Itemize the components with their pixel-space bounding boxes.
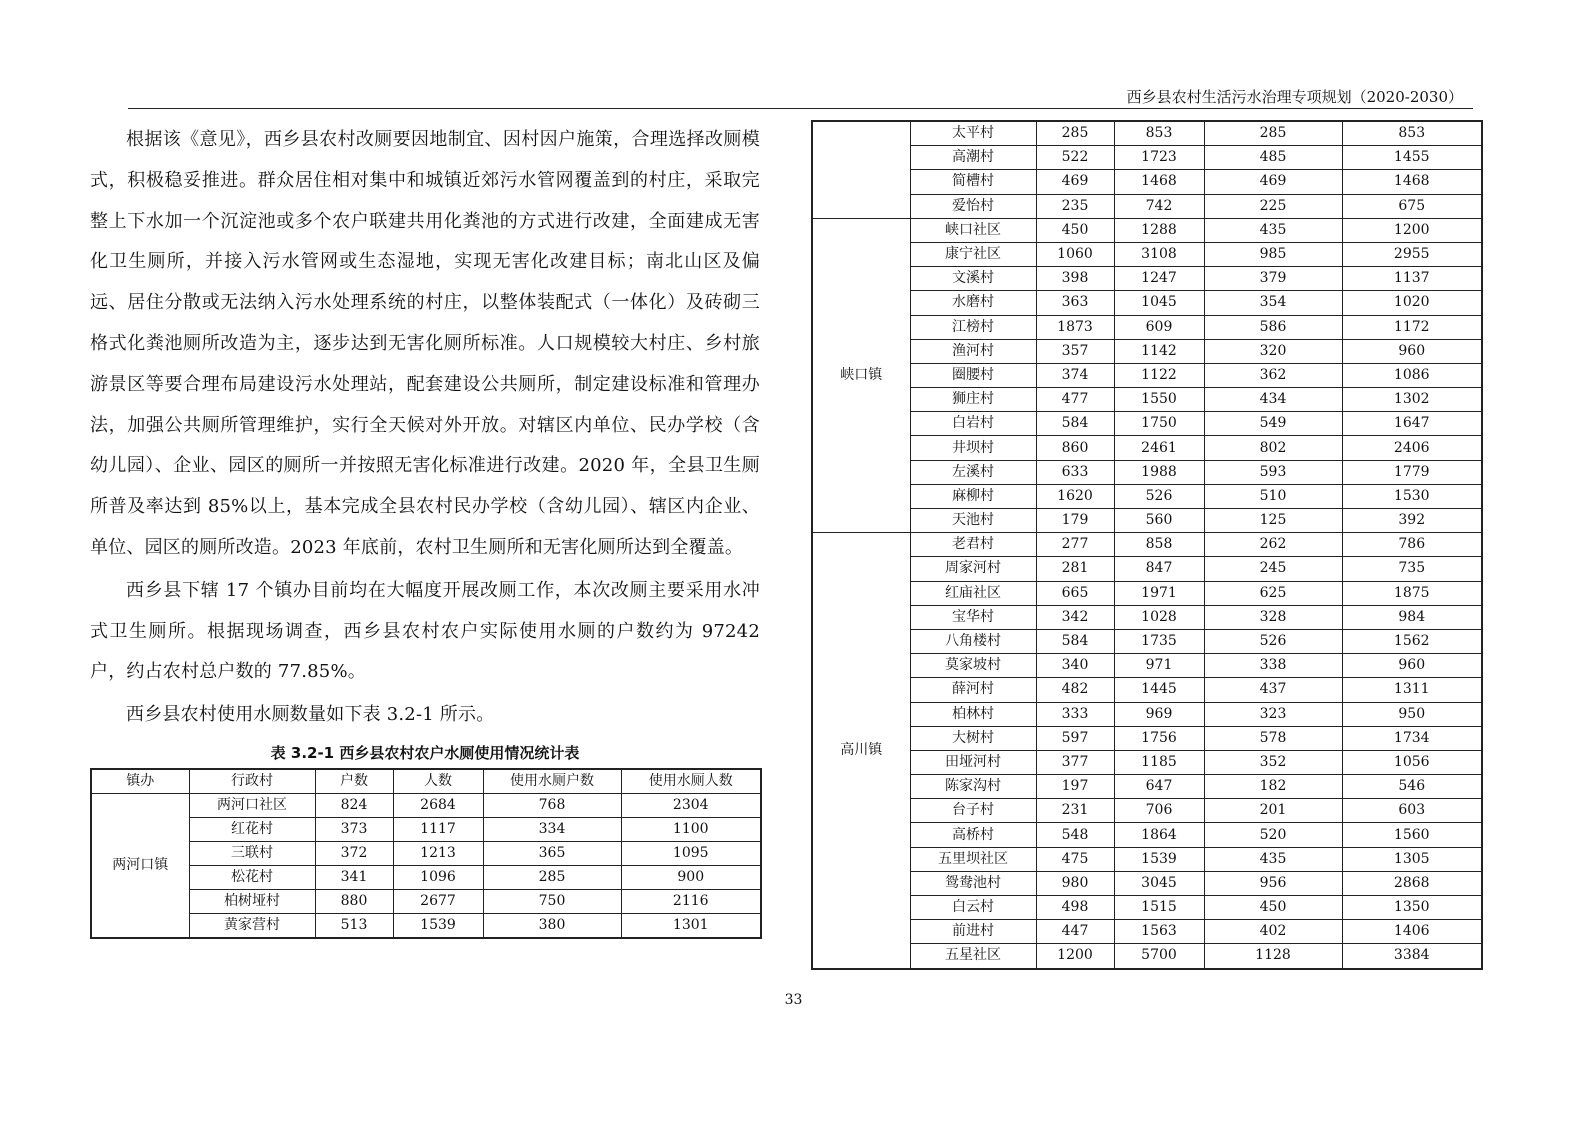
value-cell: 522 bbox=[1036, 146, 1114, 170]
value-cell: 377 bbox=[1036, 750, 1114, 774]
value-cell: 786 bbox=[1342, 533, 1482, 557]
value-cell: 1247 bbox=[1114, 267, 1204, 291]
value-cell: 2684 bbox=[393, 793, 483, 817]
value-cell: 1350 bbox=[1342, 896, 1482, 920]
value-cell: 197 bbox=[1036, 775, 1114, 799]
table-row bbox=[812, 267, 1482, 291]
table-row bbox=[812, 194, 1482, 218]
running-header: 西乡县农村生活污水治理专项规划（2020-2030） bbox=[1126, 88, 1463, 106]
value-cell: 633 bbox=[1036, 460, 1114, 484]
value-cell: 1200 bbox=[1342, 218, 1482, 242]
village-cell: 鸳鸯池村 bbox=[910, 871, 1036, 895]
right-column bbox=[811, 120, 1483, 970]
table-caption: 表 3.2-1 西乡县农村农户水厕使用情况统计表 bbox=[270, 743, 580, 762]
value-cell: 435 bbox=[1204, 218, 1342, 242]
value-cell: 1028 bbox=[1114, 605, 1204, 629]
value-cell: 469 bbox=[1204, 170, 1342, 194]
value-cell: 1045 bbox=[1114, 291, 1204, 315]
value-cell: 548 bbox=[1036, 823, 1114, 847]
table-row bbox=[91, 817, 761, 841]
left-column bbox=[90, 120, 760, 939]
value-cell: 2677 bbox=[393, 889, 483, 913]
value-cell: 402 bbox=[1204, 920, 1342, 944]
value-cell: 333 bbox=[1036, 702, 1114, 726]
value-cell: 1122 bbox=[1114, 363, 1204, 387]
table-row bbox=[812, 315, 1482, 339]
page-number: 33 bbox=[784, 992, 803, 1008]
value-cell: 285 bbox=[1204, 121, 1342, 146]
value-cell: 398 bbox=[1036, 267, 1114, 291]
village-cell: 三联村 bbox=[189, 841, 315, 865]
value-cell: 352 bbox=[1204, 750, 1342, 774]
value-cell: 675 bbox=[1342, 194, 1482, 218]
village-cell: 麻柳村 bbox=[910, 484, 1036, 508]
village-cell: 江榜村 bbox=[910, 315, 1036, 339]
table-row bbox=[812, 629, 1482, 653]
table-row bbox=[812, 436, 1482, 460]
value-cell: 277 bbox=[1036, 533, 1114, 557]
table-row bbox=[91, 793, 761, 817]
village-cell: 两河口社区 bbox=[189, 793, 315, 817]
table-row bbox=[812, 799, 1482, 823]
value-cell: 900 bbox=[621, 865, 761, 889]
village-cell: 周家河村 bbox=[910, 557, 1036, 581]
value-cell: 338 bbox=[1204, 654, 1342, 678]
village-cell: 台子村 bbox=[910, 799, 1036, 823]
village-cell: 井坝村 bbox=[910, 436, 1036, 460]
table-row bbox=[812, 363, 1482, 387]
body-paragraph: 西乡县农村使用水厕数量如下表 3.2-1 所示。 bbox=[126, 704, 495, 726]
value-cell: 520 bbox=[1204, 823, 1342, 847]
village-cell: 左溪村 bbox=[910, 460, 1036, 484]
value-cell: 847 bbox=[1114, 557, 1204, 581]
value-cell: 1530 bbox=[1342, 484, 1482, 508]
table-row bbox=[812, 218, 1482, 242]
value-cell: 985 bbox=[1204, 242, 1342, 266]
table-row bbox=[812, 823, 1482, 847]
value-cell: 201 bbox=[1204, 799, 1342, 823]
header-households: 户数 bbox=[315, 769, 393, 794]
village-cell: 田垭河村 bbox=[910, 750, 1036, 774]
village-cell: 峡口社区 bbox=[910, 218, 1036, 242]
value-cell: 125 bbox=[1204, 509, 1342, 533]
table-row bbox=[812, 146, 1482, 170]
value-cell: 960 bbox=[1342, 339, 1482, 363]
table-row bbox=[812, 533, 1482, 557]
village-cell: 松花村 bbox=[189, 865, 315, 889]
value-cell: 482 bbox=[1036, 678, 1114, 702]
village-cell: 白云村 bbox=[910, 896, 1036, 920]
value-cell: 1539 bbox=[393, 913, 483, 938]
value-cell: 549 bbox=[1204, 412, 1342, 436]
village-cell: 天池村 bbox=[910, 509, 1036, 533]
value-cell: 1200 bbox=[1036, 944, 1114, 969]
value-cell: 323 bbox=[1204, 702, 1342, 726]
table-row bbox=[812, 121, 1482, 146]
value-cell: 372 bbox=[315, 841, 393, 865]
value-cell: 1096 bbox=[393, 865, 483, 889]
value-cell: 860 bbox=[1036, 436, 1114, 460]
table-row bbox=[812, 557, 1482, 581]
table-row bbox=[812, 291, 1482, 315]
value-cell: 1647 bbox=[1342, 412, 1482, 436]
value-cell: 956 bbox=[1204, 871, 1342, 895]
value-cell: 1550 bbox=[1114, 388, 1204, 412]
value-cell: 1445 bbox=[1114, 678, 1204, 702]
value-cell: 357 bbox=[1036, 339, 1114, 363]
value-cell: 362 bbox=[1204, 363, 1342, 387]
value-cell: 1311 bbox=[1342, 678, 1482, 702]
value-cell: 1864 bbox=[1114, 823, 1204, 847]
value-cell: 586 bbox=[1204, 315, 1342, 339]
header-population: 人数 bbox=[393, 769, 483, 794]
village-cell: 简槽村 bbox=[910, 170, 1036, 194]
value-cell: 647 bbox=[1114, 775, 1204, 799]
town-cell: 峡口镇 bbox=[812, 218, 910, 532]
value-cell: 1086 bbox=[1342, 363, 1482, 387]
value-cell: 1468 bbox=[1342, 170, 1482, 194]
village-cell: 八角楼村 bbox=[910, 629, 1036, 653]
value-cell: 597 bbox=[1036, 726, 1114, 750]
value-cell: 984 bbox=[1342, 605, 1482, 629]
value-cell: 526 bbox=[1204, 629, 1342, 653]
table-row bbox=[812, 509, 1482, 533]
table-row bbox=[812, 242, 1482, 266]
value-cell: 434 bbox=[1204, 388, 1342, 412]
value-cell: 320 bbox=[1204, 339, 1342, 363]
village-cell: 水磨村 bbox=[910, 291, 1036, 315]
value-cell: 334 bbox=[483, 817, 621, 841]
value-cell: 5700 bbox=[1114, 944, 1204, 969]
value-cell: 560 bbox=[1114, 509, 1204, 533]
value-cell: 2868 bbox=[1342, 871, 1482, 895]
value-cell: 2116 bbox=[621, 889, 761, 913]
value-cell: 392 bbox=[1342, 509, 1482, 533]
value-cell: 2406 bbox=[1342, 436, 1482, 460]
value-cell: 593 bbox=[1204, 460, 1342, 484]
value-cell: 450 bbox=[1036, 218, 1114, 242]
header-toilet-population: 使用水厕人数 bbox=[621, 769, 761, 794]
table-row bbox=[812, 484, 1482, 508]
value-cell: 1406 bbox=[1342, 920, 1482, 944]
table-row bbox=[812, 896, 1482, 920]
value-cell: 231 bbox=[1036, 799, 1114, 823]
body-paragraph: 西乡县下辖 17 个镇办目前均在大幅度开展改厕工作，本次改厕主要采用水冲式卫生厕所。根据现场调查，西乡县农村农户实际使用水厕的户数约为 97242 户，约占农村总户数的 77.85%。 bbox=[90, 579, 760, 683]
value-cell: 1620 bbox=[1036, 484, 1114, 508]
value-cell: 437 bbox=[1204, 678, 1342, 702]
value-cell: 1875 bbox=[1342, 581, 1482, 605]
village-cell: 老君村 bbox=[910, 533, 1036, 557]
value-cell: 450 bbox=[1204, 896, 1342, 920]
value-cell: 768 bbox=[483, 793, 621, 817]
value-cell: 475 bbox=[1036, 847, 1114, 871]
value-cell: 526 bbox=[1114, 484, 1204, 508]
value-cell: 513 bbox=[315, 913, 393, 938]
village-cell: 五里坝社区 bbox=[910, 847, 1036, 871]
value-cell: 379 bbox=[1204, 267, 1342, 291]
village-cell: 红庙社区 bbox=[910, 581, 1036, 605]
town-cell: 两河口镇 bbox=[91, 793, 189, 938]
value-cell: 485 bbox=[1204, 146, 1342, 170]
village-cell: 莫家坡村 bbox=[910, 654, 1036, 678]
value-cell: 225 bbox=[1204, 194, 1342, 218]
value-cell: 2304 bbox=[621, 793, 761, 817]
value-cell: 1095 bbox=[621, 841, 761, 865]
village-cell: 薛河村 bbox=[910, 678, 1036, 702]
table-row bbox=[91, 841, 761, 865]
table-row bbox=[812, 412, 1482, 436]
value-cell: 373 bbox=[315, 817, 393, 841]
value-cell: 1185 bbox=[1114, 750, 1204, 774]
value-cell: 1734 bbox=[1342, 726, 1482, 750]
value-cell: 1056 bbox=[1342, 750, 1482, 774]
value-cell: 950 bbox=[1342, 702, 1482, 726]
village-cell: 黄家营村 bbox=[189, 913, 315, 938]
value-cell: 363 bbox=[1036, 291, 1114, 315]
value-cell: 1779 bbox=[1342, 460, 1482, 484]
village-cell: 爱怡村 bbox=[910, 194, 1036, 218]
table-row bbox=[812, 170, 1482, 194]
table-row bbox=[812, 944, 1482, 969]
statistics-table-left bbox=[90, 768, 762, 939]
table-row bbox=[812, 775, 1482, 799]
value-cell: 1020 bbox=[1342, 291, 1482, 315]
value-cell: 235 bbox=[1036, 194, 1114, 218]
value-cell: 1117 bbox=[393, 817, 483, 841]
value-cell: 182 bbox=[1204, 775, 1342, 799]
village-cell: 康宁社区 bbox=[910, 242, 1036, 266]
value-cell: 853 bbox=[1342, 121, 1482, 146]
header-village: 行政村 bbox=[189, 769, 315, 794]
value-cell: 853 bbox=[1114, 121, 1204, 146]
table-row bbox=[812, 605, 1482, 629]
value-cell: 750 bbox=[483, 889, 621, 913]
value-cell: 584 bbox=[1036, 629, 1114, 653]
table-row bbox=[91, 889, 761, 913]
value-cell: 578 bbox=[1204, 726, 1342, 750]
village-cell: 白岩村 bbox=[910, 412, 1036, 436]
value-cell: 1750 bbox=[1114, 412, 1204, 436]
value-cell: 1971 bbox=[1114, 581, 1204, 605]
village-cell: 五星社区 bbox=[910, 944, 1036, 969]
value-cell: 1468 bbox=[1114, 170, 1204, 194]
header-rule bbox=[128, 108, 1473, 109]
value-cell: 1455 bbox=[1342, 146, 1482, 170]
town-cell bbox=[812, 121, 910, 218]
value-cell: 609 bbox=[1114, 315, 1204, 339]
value-cell: 1128 bbox=[1204, 944, 1342, 969]
header-toilet-households: 使用水厕户数 bbox=[483, 769, 621, 794]
value-cell: 285 bbox=[483, 865, 621, 889]
value-cell: 179 bbox=[1036, 509, 1114, 533]
value-cell: 262 bbox=[1204, 533, 1342, 557]
value-cell: 960 bbox=[1342, 654, 1482, 678]
value-cell: 858 bbox=[1114, 533, 1204, 557]
village-cell: 大树村 bbox=[910, 726, 1036, 750]
value-cell: 1305 bbox=[1342, 847, 1482, 871]
village-cell: 柏树垭村 bbox=[189, 889, 315, 913]
value-cell: 802 bbox=[1204, 436, 1342, 460]
village-cell: 圈腰村 bbox=[910, 363, 1036, 387]
village-cell: 陈家沟村 bbox=[910, 775, 1036, 799]
value-cell: 1213 bbox=[393, 841, 483, 865]
table-row bbox=[812, 920, 1482, 944]
value-cell: 1301 bbox=[621, 913, 761, 938]
value-cell: 342 bbox=[1036, 605, 1114, 629]
value-cell: 341 bbox=[315, 865, 393, 889]
table-row bbox=[91, 865, 761, 889]
value-cell: 880 bbox=[315, 889, 393, 913]
village-cell: 宝华村 bbox=[910, 605, 1036, 629]
value-cell: 1562 bbox=[1342, 629, 1482, 653]
value-cell: 328 bbox=[1204, 605, 1342, 629]
value-cell: 980 bbox=[1036, 871, 1114, 895]
value-cell: 1100 bbox=[621, 817, 761, 841]
value-cell: 1060 bbox=[1036, 242, 1114, 266]
table-row bbox=[812, 581, 1482, 605]
value-cell: 735 bbox=[1342, 557, 1482, 581]
value-cell: 435 bbox=[1204, 847, 1342, 871]
value-cell: 1137 bbox=[1342, 267, 1482, 291]
value-cell: 969 bbox=[1114, 702, 1204, 726]
village-cell: 高桥村 bbox=[910, 823, 1036, 847]
village-cell: 文溪村 bbox=[910, 267, 1036, 291]
value-cell: 1723 bbox=[1114, 146, 1204, 170]
village-cell: 前进村 bbox=[910, 920, 1036, 944]
value-cell: 281 bbox=[1036, 557, 1114, 581]
statistics-table-right bbox=[811, 120, 1483, 970]
value-cell: 824 bbox=[315, 793, 393, 817]
table-header-row bbox=[91, 769, 761, 794]
table-row bbox=[812, 726, 1482, 750]
table-row bbox=[812, 678, 1482, 702]
value-cell: 340 bbox=[1036, 654, 1114, 678]
village-cell: 渔河村 bbox=[910, 339, 1036, 363]
village-cell: 柏林村 bbox=[910, 702, 1036, 726]
body-paragraph: 根据该《意见》，西乡县农村改厕要因地制宜、因村因户施策，合理选择改厕模式，积极稳妥推进。群众居住相对集中和城镇近郊污水管网覆盖到的村庄，采取完整上下水加一个沉淀池或多个农户联建共用化粪池的方式进行改建，全面建成无害化卫生厕所，并接入污水管网或生态湿地，实现无害化改建目标；南北山区及偏远、居住分散或无法纳入污水处理系统的村庄，以整体装配式（一体化）及砖砌三格式化粪池厕所改造为主，逐步达到无害化厕所标准。人口规模较大村庄、乡村旅游景区等要合理布局建设污水处理站，配套建设公共厕所，制定建设标准和管理办法，加强公共厕所管理维护，实行全天候对外开放。对辖区内单位、民办学校（含幼儿园）、企业、园区的厕所一并按照无害化标准进行改建。2020 年，全县卫生厕所普及率达到 85%以上，基本完成全县农村民办学校（含幼儿园）、辖区内企业、单位、园区的厕所改造。2023 年底前，农村卫生厕所和无害化厕所达到全覆盖。 bbox=[90, 129, 760, 558]
value-cell: 1563 bbox=[1114, 920, 1204, 944]
value-cell: 3045 bbox=[1114, 871, 1204, 895]
header-town: 镇办 bbox=[91, 769, 189, 794]
village-cell: 狮庄村 bbox=[910, 388, 1036, 412]
value-cell: 354 bbox=[1204, 291, 1342, 315]
value-cell: 285 bbox=[1036, 121, 1114, 146]
table-row bbox=[812, 339, 1482, 363]
value-cell: 3384 bbox=[1342, 944, 1482, 969]
value-cell: 380 bbox=[483, 913, 621, 938]
table-row bbox=[812, 750, 1482, 774]
value-cell: 706 bbox=[1114, 799, 1204, 823]
table-row bbox=[812, 654, 1482, 678]
table-row bbox=[812, 871, 1482, 895]
value-cell: 1735 bbox=[1114, 629, 1204, 653]
value-cell: 365 bbox=[483, 841, 621, 865]
value-cell: 374 bbox=[1036, 363, 1114, 387]
value-cell: 1302 bbox=[1342, 388, 1482, 412]
village-cell: 红花村 bbox=[189, 817, 315, 841]
table-row bbox=[812, 460, 1482, 484]
value-cell: 971 bbox=[1114, 654, 1204, 678]
value-cell: 1142 bbox=[1114, 339, 1204, 363]
town-cell: 高川镇 bbox=[812, 533, 910, 969]
value-cell: 498 bbox=[1036, 896, 1114, 920]
value-cell: 1288 bbox=[1114, 218, 1204, 242]
value-cell: 2461 bbox=[1114, 436, 1204, 460]
value-cell: 1172 bbox=[1342, 315, 1482, 339]
village-cell: 太平村 bbox=[910, 121, 1036, 146]
value-cell: 1560 bbox=[1342, 823, 1482, 847]
table-row bbox=[91, 913, 761, 938]
value-cell: 625 bbox=[1204, 581, 1342, 605]
value-cell: 2955 bbox=[1342, 242, 1482, 266]
value-cell: 510 bbox=[1204, 484, 1342, 508]
village-cell: 高潮村 bbox=[910, 146, 1036, 170]
value-cell: 665 bbox=[1036, 581, 1114, 605]
table-row bbox=[812, 847, 1482, 871]
value-cell: 1515 bbox=[1114, 896, 1204, 920]
value-cell: 477 bbox=[1036, 388, 1114, 412]
value-cell: 1988 bbox=[1114, 460, 1204, 484]
table-row bbox=[812, 388, 1482, 412]
value-cell: 1539 bbox=[1114, 847, 1204, 871]
value-cell: 3108 bbox=[1114, 242, 1204, 266]
value-cell: 1756 bbox=[1114, 726, 1204, 750]
value-cell: 742 bbox=[1114, 194, 1204, 218]
value-cell: 245 bbox=[1204, 557, 1342, 581]
value-cell: 546 bbox=[1342, 775, 1482, 799]
value-cell: 447 bbox=[1036, 920, 1114, 944]
table-row bbox=[812, 702, 1482, 726]
value-cell: 603 bbox=[1342, 799, 1482, 823]
value-cell: 584 bbox=[1036, 412, 1114, 436]
value-cell: 469 bbox=[1036, 170, 1114, 194]
value-cell: 1873 bbox=[1036, 315, 1114, 339]
